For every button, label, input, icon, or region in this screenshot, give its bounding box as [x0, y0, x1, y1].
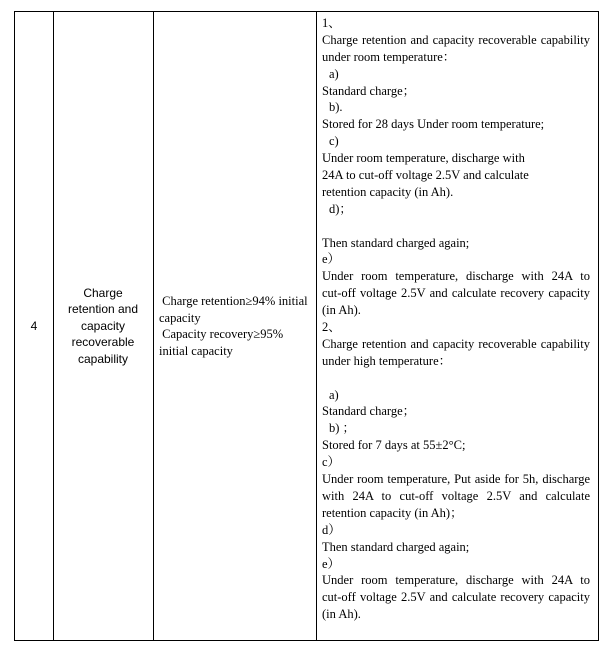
- procedure-line: Standard charge；: [322, 83, 416, 98]
- procedure-line: b) ；: [329, 421, 356, 436]
- procedure-line: cut-off voltage 2.5V and calculate recovery capacity: [322, 590, 590, 605]
- procedure-line: under room temperature：: [322, 49, 456, 64]
- procedure-line: 2、: [322, 320, 341, 335]
- procedure-line: Under room temperature, discharge with: [322, 151, 525, 166]
- test-item-cell: [53, 12, 153, 640]
- test-item-text: Charge retention and capacity recoverable capability: [67, 285, 139, 366]
- procedure-line: retention capacity (in Ah)；: [322, 505, 463, 520]
- procedure-line: a): [329, 387, 339, 402]
- procedure-line: Stored for 28 days Under room temperature;: [322, 117, 545, 132]
- requirement-cell: [153, 12, 316, 640]
- procedure-line: Under room temperature, discharge with 24A to: [322, 269, 590, 284]
- test-table: [14, 11, 599, 641]
- row-number: 4: [30, 319, 38, 333]
- procedure-line: Then standard charged again;: [322, 539, 470, 554]
- procedure-line: b).: [329, 100, 343, 115]
- procedure-line: 1、: [322, 16, 341, 30]
- procedure-line: Standard charge；: [322, 404, 416, 419]
- procedure-line: Under room temperature, Put aside for 5h, discharge: [322, 472, 590, 487]
- procedure-line: cut-off voltage 2.5V and calculate recovery capacity: [322, 286, 590, 301]
- procedure-line: d）: [322, 522, 341, 537]
- procedure-line: c): [329, 134, 339, 149]
- procedure-line: retention capacity (in Ah).: [322, 184, 454, 199]
- requirement-line: Charge retention≥94% initial capacity: [159, 294, 311, 325]
- procedure-line: e）: [322, 252, 341, 267]
- procedure-line: d)；: [329, 201, 352, 216]
- procedure-line: [322, 370, 590, 387]
- procedure-line: (in Ah).: [322, 607, 361, 622]
- procedure-line: [322, 218, 590, 235]
- procedure-line: e）: [322, 556, 341, 571]
- procedure-line: c）: [322, 455, 341, 470]
- procedure-line: Stored for 7 days at 55±2°C;: [322, 438, 466, 453]
- procedure-line: Charge retention and capacity recoverable capability: [322, 32, 590, 47]
- procedure-line: (in Ah).: [322, 303, 361, 318]
- procedure-line: Under room temperature, discharge with 24A to: [322, 573, 590, 588]
- procedure-line: with 24A to cut-off voltage 2.5V and calculate: [322, 488, 590, 503]
- procedure-line: 24A to cut-off voltage 2.5V and calculate: [322, 168, 529, 183]
- procedure-cell: [316, 15, 600, 640]
- procedure-line: Then standard charged again;: [322, 235, 470, 250]
- procedure-line: under high temperature：: [322, 353, 452, 368]
- requirement-line: Capacity recovery≥95% initial capacity: [159, 327, 287, 358]
- row-number-cell: [15, 12, 53, 640]
- procedure-line: a): [329, 66, 339, 81]
- procedure-line: Charge retention and capacity recoverable capability: [322, 336, 590, 351]
